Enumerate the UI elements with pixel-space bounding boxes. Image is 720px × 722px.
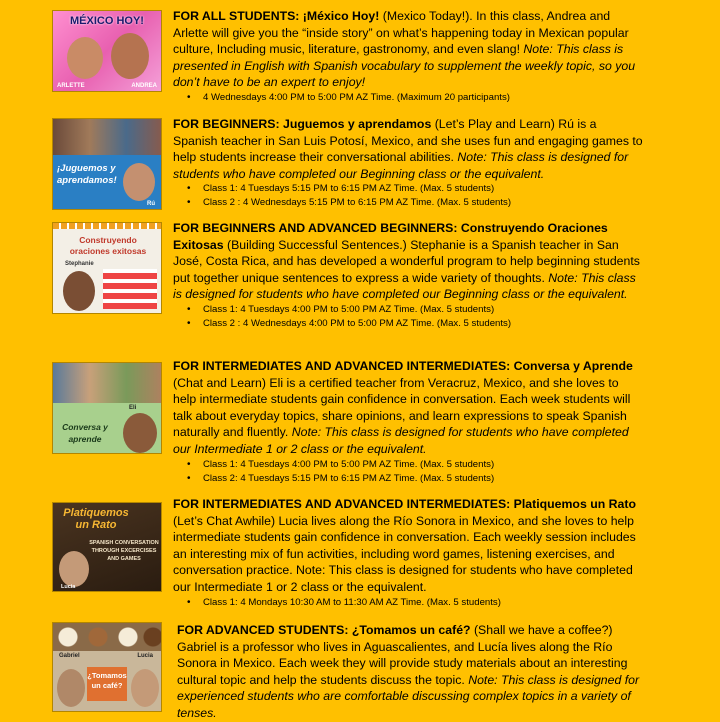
- coffee-cups-graphic: [53, 623, 162, 651]
- class-description: [173, 358, 643, 486]
- class-body: (Let’s Play and Learn) Rú is a Spanish teacher in San Luis Potosí, Mexico, and she uses fun and engaging games to help students increase their conversational abilities.: [173, 117, 643, 165]
- thumbnail-construyendo: [52, 222, 162, 314]
- person-photo: [57, 669, 85, 707]
- description-paragraph: [173, 496, 643, 596]
- class-heading: FOR BEGINNERS AND ADVANCED BEGINNERS: Construyendo Oraciones Exitosas: [173, 221, 608, 252]
- thumbnail-platiquemos: [52, 502, 162, 592]
- class-body: (Shall we have a coffee?) Gabriel is a professor who lives in Aguascalientes, and Lucía lives along the Río Sonora in Mexico. Each week they will provide study materials about an interesting cultural topic and help the students discuss the topic.: [177, 623, 628, 687]
- thumb-title: Construyendo oraciones exitosas: [69, 235, 147, 256]
- thumb-photo-group: [53, 363, 162, 403]
- person-photo: [59, 551, 89, 587]
- thumb-name: Lucia: [61, 584, 76, 590]
- description-paragraph: [173, 358, 643, 458]
- person-photo: [131, 669, 159, 707]
- thumb-name: Eli: [129, 405, 137, 411]
- class-description: [173, 220, 643, 331]
- thumb-name-left: Gabriel: [59, 653, 80, 659]
- class-description: [173, 116, 643, 210]
- thumb-name-left: ARLETTE: [57, 83, 85, 89]
- class-body: (Let’s Chat Awhile) Lucia lives along the Río Sonora in Mexico, and she loves to help intermediate students gain confidence in conversation. Each weekly session includes an interesting mix of fun activities, including word games, listening exercises, and conversation practice. Note: This class is designed for students who have completed our Intermediate 1 or 2 class or the equivalent.: [173, 513, 636, 594]
- person-photo: [123, 413, 157, 453]
- thumb-title: Conversa y aprende: [62, 422, 108, 444]
- class-heading: FOR BEGINNERS: Juguemos y aprendamos: [173, 117, 432, 131]
- session-item: • Class 1: 4 Mondays 10:30 AM to 11:30 AM AZ Time. (Max. 5 students): [203, 596, 643, 610]
- class-note: Note: This class is designed for experienced students who are comfortable discussing complex topics in a variety of tenses.: [177, 672, 640, 720]
- class-body: (Chat and Learn) Eli is a certified teacher from Veracruz, Mexico, and she loves to help intermediate students gain confidence in conversation. Each week students will talk about everyday topics, share opinions, and learn expressions to speak Spanish naturally and fluently.: [173, 375, 631, 440]
- thumb-name-right: Lucia: [137, 653, 153, 659]
- description-paragraph: [177, 622, 647, 722]
- description-paragraph: [173, 116, 643, 182]
- session-list: [173, 596, 643, 610]
- thumb-title: MÉXICO HOY!: [70, 15, 144, 27]
- class-note: Note: This class is designed for students who have completed our Beginning class or the equivalent.: [173, 270, 636, 302]
- session-list: [173, 91, 643, 105]
- session-item: • Class 2 : 4 Wednesdays 5:15 PM to 6:15 PM AZ Time. (Max. 5 students): [203, 196, 643, 210]
- thumb-title: Platiquemos un Rato: [63, 507, 129, 531]
- thumbnail-tomamos: [52, 622, 162, 712]
- class-note: Note: This class is designed for students who have completed our Intermediate 1 or 2 class or the equivalent.: [173, 425, 629, 456]
- class-description: [177, 622, 647, 722]
- class-body: (Mexico Today!). In this class, Andrea and Arlette will give you the “inside story” on what’s happening today in Mexican popular culture, Including music, literature, gastronomy, and even slang!: [173, 9, 629, 57]
- class-body: (Building Successful Sentences.) Stephanie is a Spanish teacher in San José, Costa Rica, and has developed a wonderful program to help beginning students put together unique sentences to express a wide variety of thoughts.: [173, 237, 640, 285]
- class-note: Note: This class is designed for students who have completed our Beginning class or the equivalent.: [173, 150, 629, 181]
- thumb-title: ¡Juguemos y aprendamos!: [57, 163, 117, 186]
- person-photo: [111, 33, 149, 79]
- description-paragraph: [173, 220, 643, 303]
- session-item: • Class 2 : 4 Wednesdays 4:00 PM to 5:00 PM AZ Time. (Max. 5 students): [203, 317, 643, 331]
- thumbnail-mexico-hoy: [52, 10, 162, 92]
- session-item: • Class 2: 4 Tuesdays 5:15 PM to 6:15 PM AZ Time. (Max. 5 students): [203, 472, 643, 486]
- session-list: [173, 458, 643, 486]
- class-heading: FOR INTERMEDIATES AND ADVANCED INTERMEDIATES: Conversa y Aprende: [173, 359, 633, 373]
- person-photo: [123, 163, 155, 201]
- description-paragraph: [173, 8, 643, 91]
- class-description: [173, 496, 643, 610]
- session-item: • 4 Wednesdays 4:00 PM to 5:00 PM AZ Time. (Maximum 20 participants): [203, 91, 643, 105]
- thumb-name-right: ANDREA: [131, 83, 157, 89]
- session-item: • Class 1: 4 Tuesdays 4:00 PM to 5:00 PM AZ Time. (Max. 5 students): [203, 303, 643, 317]
- thumb-title: ¿Tomamos un café?: [87, 667, 127, 701]
- word-cards-graphic: [103, 269, 157, 309]
- crane-graphic: [53, 223, 162, 229]
- session-list: [173, 303, 643, 331]
- session-item: • Class 1: 4 Tuesdays 4:00 PM to 5:00 PM AZ Time. (Max. 5 students): [203, 458, 643, 472]
- thumb-subtitle: SPANISH CONVERSATION THROUGH EXCERCISES AND GAMES: [89, 540, 159, 562]
- class-description: [173, 8, 643, 105]
- session-list: [173, 182, 643, 210]
- thumbnail-conversa: [52, 362, 162, 454]
- thumb-name: Stephanie: [65, 261, 94, 267]
- class-note: Note: This class is presented in English with Spanish vocabulary to supplement the weekly topic, so you don’t have to be an expert to enjoy!: [173, 42, 636, 90]
- person-photo: [67, 37, 103, 79]
- thumb-photo-strip: [53, 119, 162, 155]
- thumbnail-juguemos: [52, 118, 162, 210]
- person-photo: [63, 271, 95, 311]
- class-heading: FOR ADVANCED STUDENTS: ¿Tomamos un café?: [177, 623, 471, 637]
- class-heading: FOR INTERMEDIATES AND ADVANCED INTERMEDIATES: Platiquemos un Rato: [173, 497, 636, 511]
- session-item: • Class 1: 4 Tuesdays 5:15 PM to 6:15 PM AZ Time. (Max. 5 students): [203, 182, 643, 196]
- thumb-name: Rú: [147, 201, 155, 207]
- class-heading: FOR ALL STUDENTS: ¡México Hoy!: [173, 9, 380, 23]
